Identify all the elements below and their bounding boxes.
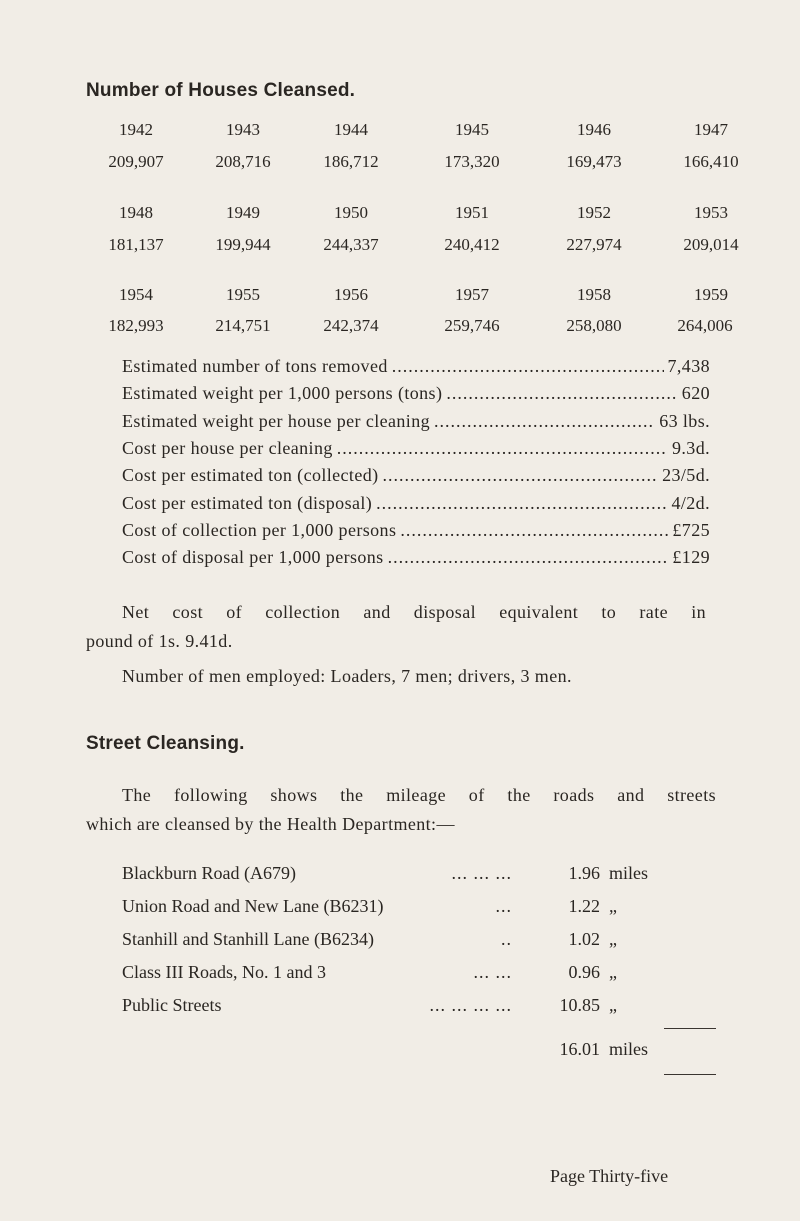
estimate-row: [122, 547, 710, 571]
road-miles: 1.22: [568, 896, 600, 916]
year-label: 1944: [334, 120, 368, 139]
road-unit: miles: [609, 863, 648, 883]
road-miles: 10.85: [559, 995, 600, 1015]
leader-dots: [434, 411, 655, 432]
leader-dots: ... ... ...: [451, 863, 512, 883]
houses-cleansed-heading: Number of Houses Cleansed.: [86, 80, 356, 101]
year-label: 1947: [694, 120, 728, 139]
total-unit: miles: [609, 1039, 648, 1059]
estimate-label: Cost per estimated ton (disposal): [122, 492, 373, 513]
estimate-label: Estimated weight per 1,000 persons (tons): [122, 383, 443, 404]
houses-count: 166,410: [683, 152, 739, 171]
houses-count: 227,974: [566, 235, 622, 254]
estimate-label: Cost of disposal per 1,000 persons: [122, 547, 384, 568]
road-miles: 1.96: [568, 863, 600, 883]
men-employed-paragraph: Number of men employed: Loaders, 7 men; drivers, 3 men.: [122, 666, 572, 686]
roads-total-row: [122, 1039, 702, 1063]
year-label: 1956: [334, 285, 368, 304]
net-cost-line-1: Net cost of collection and disposal equivalent to rate in: [122, 602, 706, 622]
year-label: 1953: [694, 203, 728, 222]
estimate-value: 620: [681, 383, 710, 404]
houses-count: 259,746: [444, 316, 500, 335]
leader-dots: [337, 438, 668, 459]
total-miles: 16.01: [559, 1039, 600, 1059]
street-intro-paragraph: [86, 781, 716, 839]
houses-count: 258,080: [566, 316, 622, 335]
road-row: [122, 995, 702, 1019]
year-label: 1943: [226, 120, 260, 139]
houses-count: 240,412: [444, 235, 500, 254]
leader-dots: [383, 465, 659, 486]
year-label: 1957: [455, 285, 489, 304]
net-cost-paragraph: [86, 598, 706, 656]
houses-count: 244,337: [323, 235, 379, 254]
road-unit: „: [609, 896, 617, 916]
leader-dots: ...: [495, 896, 512, 916]
estimate-label: Cost per estimated ton (collected): [122, 465, 379, 486]
road-name: Public Streets: [122, 995, 222, 1015]
leader-dots: ..: [501, 929, 512, 949]
road-miles: 1.02: [568, 929, 600, 949]
houses-count: 208,716: [215, 152, 271, 171]
road-row: [122, 863, 702, 887]
road-row: [122, 929, 702, 953]
estimate-value: 9.3d.: [672, 437, 710, 458]
year-label: 1949: [226, 203, 260, 222]
estimate-value: 4/2d.: [671, 492, 710, 513]
estimate-row: [122, 520, 710, 544]
road-unit: „: [609, 929, 617, 949]
road-unit: „: [609, 995, 617, 1015]
estimate-value: £129: [672, 547, 710, 568]
houses-count: 264,006: [677, 316, 733, 335]
road-name: Union Road and New Lane (B6231): [122, 896, 384, 916]
estimate-row: [122, 356, 710, 380]
year-label: 1952: [577, 203, 611, 222]
estimate-row: [122, 411, 710, 435]
estimate-label: Estimated number of tons removed: [122, 356, 388, 376]
houses-count: 182,993: [108, 316, 164, 335]
estimate-label: Cost per house per cleaning: [122, 437, 333, 458]
houses-count: 214,751: [215, 316, 271, 335]
year-label: 1948: [119, 203, 153, 222]
net-cost-line-2: pound of 1s. 9.41d.: [86, 631, 233, 651]
street-intro-line-2: which are cleansed by the Health Department:—: [86, 814, 455, 834]
road-row: [122, 962, 702, 986]
total-rule-bottom: [664, 1074, 716, 1075]
year-label: 1950: [334, 203, 368, 222]
houses-count: 242,374: [323, 316, 379, 335]
houses-count: 209,907: [108, 152, 164, 171]
year-label: 1945: [455, 120, 489, 139]
page-number: Page Thirty-five: [550, 1166, 669, 1186]
year-label: 1942: [119, 120, 153, 139]
street-intro-line-1: The following shows the mileage of the roads and streets: [122, 785, 716, 805]
leader-dots: [446, 383, 677, 404]
estimate-value: 63 lbs.: [659, 410, 710, 431]
leader-dots: [400, 520, 668, 541]
road-unit: „: [609, 962, 617, 982]
road-name: Blackburn Road (A679): [122, 863, 296, 883]
estimate-value: £725: [672, 519, 710, 540]
estimate-label: Cost of collection per 1,000 persons: [122, 519, 397, 540]
total-rule-top: [664, 1028, 716, 1029]
estimate-row: [122, 465, 710, 489]
road-name: Class III Roads, No. 1 and 3: [122, 962, 326, 982]
leader-dots: ... ...: [473, 962, 512, 982]
leader-dots: [388, 547, 669, 568]
leader-dots: [376, 493, 667, 514]
estimate-value: 7,438: [667, 356, 710, 376]
year-label: 1946: [577, 120, 611, 139]
leader-dots: ... ... ... ...: [429, 995, 512, 1015]
houses-count: 173,320: [444, 152, 500, 171]
houses-count: 181,137: [108, 235, 164, 254]
houses-count: 209,014: [683, 235, 739, 254]
houses-count: 186,712: [323, 152, 379, 171]
road-name: Stanhill and Stanhill Lane (B6234): [122, 929, 374, 949]
houses-count: 169,473: [566, 152, 622, 171]
houses-count: 199,944: [215, 235, 271, 254]
estimate-value: 23/5d.: [662, 465, 710, 486]
year-label: 1958: [577, 285, 611, 304]
year-label: 1954: [119, 285, 153, 304]
estimate-label: Estimated weight per house per cleaning: [122, 410, 431, 431]
road-miles: 0.96: [568, 962, 600, 982]
estimate-row: [122, 438, 710, 462]
leader-dots: [392, 356, 664, 377]
road-row: [122, 896, 702, 920]
estimate-row: [122, 493, 710, 517]
year-label: 1955: [226, 285, 260, 304]
estimate-row: [122, 383, 710, 407]
year-label: 1959: [694, 285, 728, 304]
year-label: 1951: [455, 203, 489, 222]
street-cleansing-heading: Street Cleansing.: [86, 733, 245, 754]
